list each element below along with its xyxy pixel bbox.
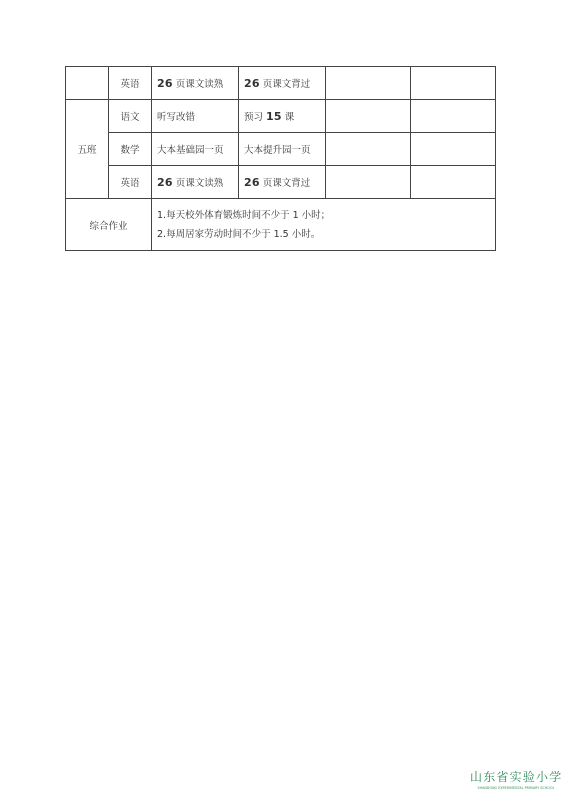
task-cell-1 [152, 133, 239, 166]
page-number: 26 [244, 176, 260, 189]
task-text: 页课文背过 [259, 79, 311, 90]
subject-cell: 英语 [109, 67, 152, 100]
comprehensive-line-2: 2.每周居家劳动时间不少于 1.5 小时。 [157, 228, 321, 240]
empty-cell [411, 133, 496, 166]
comprehensive-content-cell [152, 199, 496, 251]
class-name-cell: 五班 [66, 100, 109, 199]
table-row [66, 199, 496, 251]
task-text: 页课文读熟 [172, 79, 224, 90]
task-text: 听写改错 [157, 112, 196, 123]
homework-table [65, 66, 496, 251]
task-cell-2 [239, 100, 326, 133]
subject-cell: 英语 [109, 166, 152, 199]
table-row [66, 100, 496, 133]
empty-cell [411, 67, 496, 100]
task-cell-1 [152, 67, 239, 100]
empty-cell [411, 166, 496, 199]
task-prefix: 预习 [244, 112, 267, 123]
school-logo-english: SHANDONG EXPERIMENTAL PRIMARY SCHOOL [477, 786, 555, 790]
task-cell-2 [239, 133, 326, 166]
empty-cell [326, 133, 411, 166]
task-cell-2 [239, 166, 326, 199]
comprehensive-line-1: 1.每天校外体育锻炼时间不少于 1 小时； [157, 209, 331, 221]
task-text: 页课文读熟 [172, 178, 224, 189]
task-text: 大本提升园一页 [244, 145, 311, 156]
empty-cell [326, 166, 411, 199]
table-row [66, 67, 496, 100]
empty-cell [326, 67, 411, 100]
empty-cell [326, 100, 411, 133]
subject-cell: 数学 [109, 133, 152, 166]
comprehensive-label-cell: 综合作业 [66, 199, 152, 251]
school-logo [470, 768, 562, 790]
subject-cell: 语文 [109, 100, 152, 133]
empty-cell [411, 100, 496, 133]
task-cell-1 [152, 166, 239, 199]
task-text: 页课文背过 [259, 178, 311, 189]
task-cell-2 [239, 67, 326, 100]
table-row [66, 166, 496, 199]
page-number: 26 [157, 176, 173, 189]
class-cell-empty [66, 67, 109, 100]
school-logo-chinese: 山东省实验小学 [470, 770, 563, 784]
task-text: 课 [281, 112, 295, 123]
lesson-number: 15 [266, 110, 282, 123]
task-cell-1 [152, 100, 239, 133]
page-number: 26 [157, 77, 173, 90]
table-row [66, 133, 496, 166]
page-number: 26 [244, 77, 260, 90]
task-text: 大本基础园一页 [157, 145, 224, 156]
